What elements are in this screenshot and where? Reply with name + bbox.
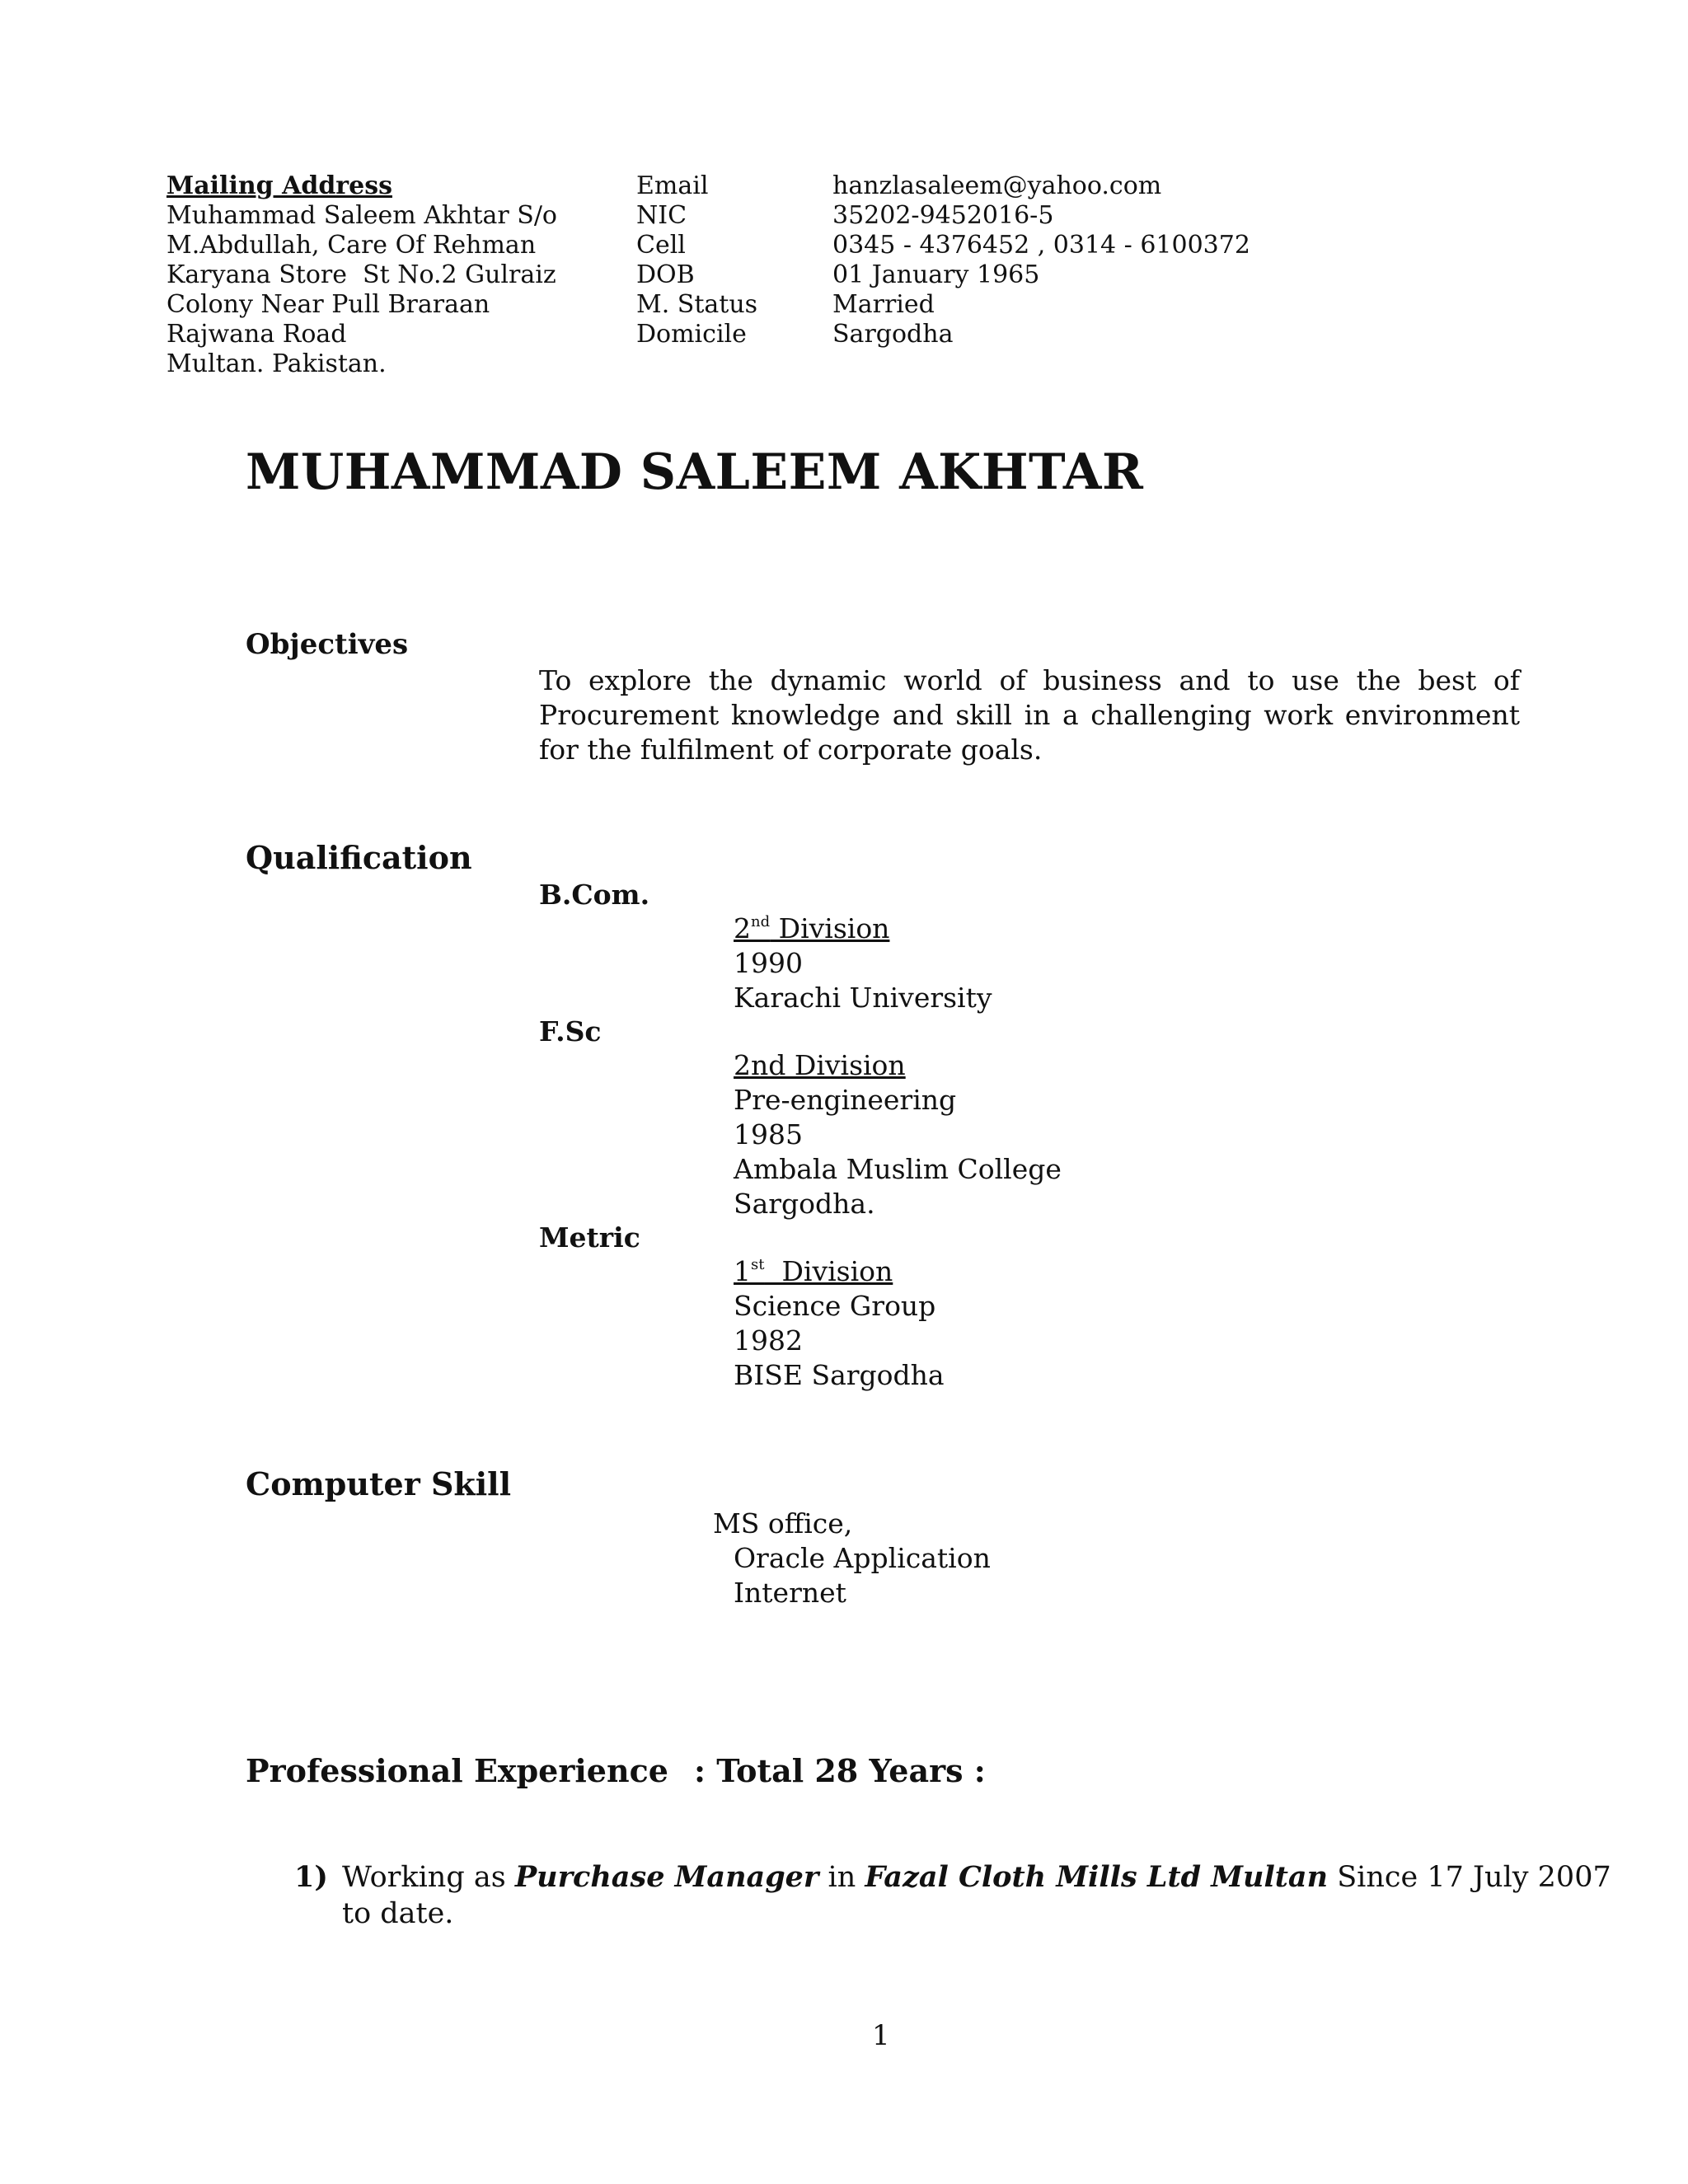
metric-group: Science Group [734, 1290, 936, 1322]
address-line: Karyana Store St No.2 Gulraiz [166, 260, 556, 289]
computer-skill-list [713, 1507, 991, 1610]
address-line: M.Abdullah, Care Of Rehman [166, 231, 537, 260]
address-line: Multan. Pakistan. [166, 349, 387, 378]
fsc-division: 2nd Division [734, 1049, 906, 1081]
degree-fsc: F.Sc [539, 1015, 602, 1047]
experience-total: : Total 28 Years : [694, 1752, 986, 1789]
objectives-text: To explore the dynamic world of business and to use the best of Procurement knowledge and skill in a challenging work environment for the fulfilment of corporate goals. [539, 664, 1520, 766]
mailing-address-title: Mailing Address [166, 171, 392, 200]
bcom-year: 1990 [734, 947, 803, 979]
fsc-details [734, 1048, 1062, 1221]
metric-division: 1st Division [734, 1255, 893, 1287]
objectives-title: Objectives [246, 628, 409, 661]
contact-label-email: Email [636, 171, 709, 200]
contact-value-status: Married [832, 290, 935, 319]
experience-company: Fazal Cloth Mills Ltd Multan [865, 1860, 1329, 1894]
mailing-address-block [166, 171, 557, 379]
experience-title: Professional Experience [246, 1752, 668, 1789]
candidate-name: MUHAMMAD SALEEM AKHTAR [246, 443, 1144, 501]
contact-value-domicile: Sargodha [832, 320, 954, 349]
metric-year: 1982 [734, 1324, 803, 1357]
contact-values [832, 171, 1250, 349]
contact-value-email: hanzlasaleem@yahoo.com [832, 171, 1162, 200]
skill-item: Oracle Application [734, 1542, 991, 1574]
contact-value-nic: 35202-9452016-5 [832, 201, 1054, 230]
metric-details [734, 1254, 945, 1393]
fsc-city: Sargodha. [734, 1188, 875, 1220]
computer-skill-title: Computer Skill [246, 1465, 512, 1502]
contact-value-cell: 0345 - 4376452 , 0314 - 6100372 [832, 231, 1250, 260]
metric-institution: BISE Sargodha [734, 1359, 945, 1391]
experience-role: Purchase Manager [514, 1860, 819, 1894]
address-line: Colony Near Pull Braraan [166, 290, 490, 319]
fsc-institution: Ambala Muslim College [734, 1153, 1062, 1185]
contact-label-dob: DOB [636, 260, 695, 289]
address-line: Rajwana Road [166, 320, 347, 349]
address-line: Muhammad Saleem Akhtar S/o [166, 201, 557, 230]
contact-label-nic: NIC [636, 201, 687, 230]
contact-label-cell: Cell [636, 231, 686, 260]
skill-item: Internet [734, 1577, 846, 1609]
contact-label-status: M. Status [636, 290, 758, 319]
page-number: 1 [872, 2019, 890, 2052]
contact-value-dob: 01 January 1965 [832, 260, 1040, 289]
qualification-title: Qualification [246, 839, 472, 876]
skill-item: MS office, [713, 1507, 853, 1540]
experience-item: Working as Purchase Manager in Fazal Cloth Mills Ltd Multan Since 17 July 2007 to date. [342, 1860, 1620, 1930]
experience-item-number: 1) [294, 1860, 328, 1894]
bcom-division: 2nd Division [734, 912, 890, 944]
contact-labels [636, 171, 757, 349]
degree-bcom: B.Com. [539, 879, 650, 911]
fsc-group: Pre-engineering [734, 1084, 957, 1116]
degree-metric: Metric [539, 1221, 640, 1254]
bcom-institution: Karachi University [734, 982, 992, 1014]
bcom-details [734, 912, 992, 1015]
fsc-year: 1985 [734, 1118, 803, 1151]
contact-label-domicile: Domicile [636, 320, 747, 349]
